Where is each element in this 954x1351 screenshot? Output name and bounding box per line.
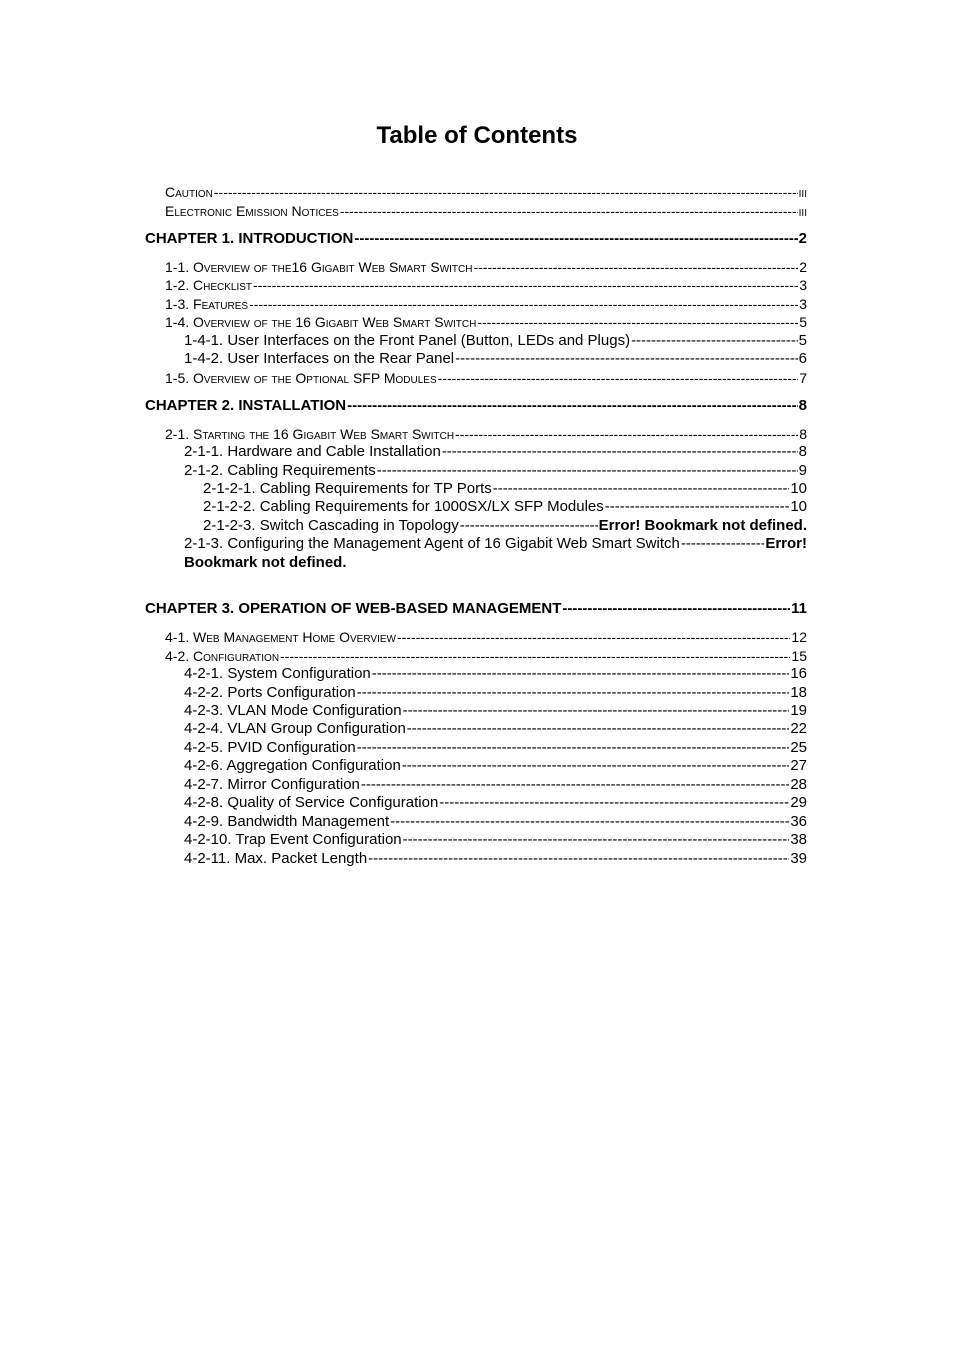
toc-entry[interactable] — [165, 258, 807, 276]
toc-entry[interactable] — [165, 313, 807, 331]
toc-entry[interactable] — [184, 350, 807, 368]
toc-entry-label: Electronic Emission Notices — [165, 203, 339, 219]
toc-entry-page: 36 — [790, 813, 807, 830]
toc-entry-page: 22 — [790, 720, 807, 737]
toc-chapter-page: 11 — [791, 600, 807, 617]
toc-entry[interactable] — [184, 794, 807, 812]
page-title: Table of Contents — [376, 122, 578, 149]
toc-entry-label: 4-2-11. Max. Packet Length — [184, 850, 368, 867]
leader — [377, 462, 798, 480]
toc-entry-label: 4-2-6. Aggregation Configuration — [184, 757, 401, 774]
toc-entry-page: 38 — [790, 831, 807, 848]
toc-entry-label: 4-2. Configuration — [165, 648, 280, 664]
toc-entry-label: 1-4-2. User Interfaces on the Rear Panel — [184, 350, 455, 367]
toc-entry-page: 10 — [790, 498, 807, 515]
toc-entry-page: 27 — [790, 757, 807, 774]
toc-entry-page: 8 — [798, 443, 807, 460]
leader — [455, 350, 798, 368]
toc-entry-label: 1-4. Overview of the 16 Gigabit Web Smart Switch — [165, 314, 477, 330]
toc-entry-label: 2-1. Starting the 16 Gigabit Web Smart Switch — [165, 426, 455, 442]
toc-entry[interactable] — [165, 295, 807, 313]
toc-entry-label: 2-1-3. Configuring the Management Agent of 16 Gigabit Web Smart Switch — [184, 535, 680, 552]
toc-entry-label: 2-1-1. Hardware and Cable Installation — [184, 443, 441, 460]
toc-entry-page: 39 — [790, 850, 807, 867]
leader — [605, 498, 790, 516]
leader — [681, 535, 764, 553]
toc-entry-page: 8 — [799, 426, 807, 442]
toc-entry-page: 25 — [790, 739, 807, 756]
leader — [357, 739, 790, 757]
toc-entry-page: 9 — [798, 462, 807, 479]
leader — [407, 720, 790, 738]
leader — [403, 702, 790, 720]
toc-entry[interactable] — [184, 720, 807, 738]
toc-entry-label: 1-3. Features — [165, 296, 249, 312]
toc-entry-label: 2-1-2-2. Cabling Requirements for 1000SX/LX SFP Modules — [203, 498, 604, 515]
toc-entry-page: 3 — [799, 277, 807, 293]
toc-entry[interactable] — [165, 183, 807, 204]
toc-entry-label: 4-2-8. Quality of Service Configuration — [184, 794, 439, 811]
toc-entry-page: 6 — [798, 350, 807, 367]
toc-entry-continuation: Bookmark not defined. — [184, 554, 347, 571]
toc-entry-page: Error! — [765, 535, 807, 552]
toc-entry-page: III — [798, 208, 807, 219]
toc-entry-page: 2 — [799, 259, 807, 275]
leader — [631, 332, 798, 350]
toc-entry[interactable] — [184, 831, 807, 849]
toc-entry[interactable] — [203, 480, 807, 498]
leader — [473, 258, 798, 276]
leader — [403, 831, 790, 849]
toc-entry-label: 4-2-7. Mirror Configuration — [184, 776, 360, 793]
toc-entry[interactable] — [165, 628, 807, 646]
leader — [390, 813, 789, 831]
toc-entry-label: 4-2-1. System Configuration — [184, 665, 371, 682]
toc-entry[interactable] — [165, 202, 807, 223]
toc-chapter[interactable] — [145, 600, 807, 618]
toc-entry-page: Error! Bookmark not defined. — [598, 517, 807, 534]
toc-chapter-label: CHAPTER 3. OPERATION OF WEB-BASED MANAGEMENT — [145, 600, 562, 617]
toc-entry-label: 4-2-5. PVID Configuration — [184, 739, 356, 756]
leader — [249, 295, 798, 313]
toc-entry-label: 4-2-2. Ports Configuration — [184, 684, 356, 701]
leader — [477, 313, 798, 331]
toc-entry-label: 4-1. Web Management Home Overview — [165, 629, 396, 645]
leader — [361, 776, 789, 794]
toc-entry-page: 12 — [791, 629, 807, 645]
toc-entry[interactable] — [184, 443, 807, 461]
toc-entry-page: 5 — [798, 332, 807, 349]
toc-entry[interactable] — [165, 276, 807, 294]
leader — [397, 628, 790, 646]
toc-entry[interactable] — [184, 702, 807, 720]
toc-entry[interactable] — [184, 850, 807, 868]
leader — [253, 276, 798, 294]
toc-entry[interactable] — [184, 535, 807, 553]
toc-entry-label: 1-2. Checklist — [165, 277, 253, 293]
leader — [280, 647, 790, 665]
toc-entry-label: 1-4-1. User Interfaces on the Front Panel (Button, LEDs and Plugs) — [184, 332, 631, 349]
leader — [372, 665, 790, 683]
toc-entry-label: 2-1-2-1. Cabling Requirements for TP Ports — [203, 480, 492, 497]
toc-entry-label: Caution — [165, 184, 213, 200]
toc-entry[interactable] — [184, 757, 807, 775]
toc-entry-page: 15 — [791, 648, 807, 664]
toc-entry[interactable] — [184, 776, 807, 794]
toc-entry[interactable] — [184, 739, 807, 757]
toc-entry[interactable] — [165, 425, 807, 443]
leader — [402, 757, 790, 775]
toc-entry-label: 4-2-10. Trap Event Configuration — [184, 831, 402, 848]
toc-entry[interactable] — [203, 517, 807, 535]
toc-entry-page: III — [798, 189, 807, 200]
leader — [438, 369, 799, 387]
toc-entry[interactable] — [165, 647, 807, 665]
leader — [354, 230, 797, 248]
toc-entry-page: 5 — [799, 314, 807, 330]
toc-entry-page: 29 — [790, 794, 807, 811]
toc-entry-page: 28 — [790, 776, 807, 793]
leader — [460, 517, 598, 535]
toc-entry[interactable] — [203, 498, 807, 516]
toc-entry-label: 1-1. Overview of the16 Gigabit Web Smart Switch — [165, 259, 473, 275]
toc-entry-label: 2-1-2-3. Switch Cascading in Topology — [203, 517, 459, 534]
toc-chapter[interactable] — [145, 230, 807, 248]
toc-entry-label: 4-2-4. VLAN Group Configuration — [184, 720, 406, 737]
toc-entry-label: 2-1-2. Cabling Requirements — [184, 462, 376, 479]
leader — [455, 425, 798, 443]
toc-entry[interactable] — [184, 462, 807, 480]
toc-entry-page: 19 — [790, 702, 807, 719]
toc-entry[interactable] — [165, 369, 807, 387]
toc-chapter-page: 8 — [798, 397, 807, 414]
toc-entry-page: 18 — [790, 684, 807, 701]
leader — [340, 202, 798, 220]
toc-entry[interactable] — [184, 684, 807, 702]
leader — [357, 684, 790, 702]
leader — [214, 183, 798, 201]
toc-chapter-label: CHAPTER 1. INTRODUCTION — [145, 230, 354, 247]
toc-chapter[interactable] — [145, 397, 807, 415]
toc-chapter-label: CHAPTER 2. INSTALLATION — [145, 397, 347, 414]
leader — [439, 794, 789, 812]
toc-entry-label: 1-5. Overview of the Optional SFP Modules — [165, 370, 437, 386]
toc-entry[interactable] — [184, 332, 807, 350]
toc-entry-page: 16 — [790, 665, 807, 682]
toc-chapter-page: 2 — [798, 230, 807, 247]
toc-entry-page: 10 — [790, 480, 807, 497]
leader — [347, 397, 798, 415]
toc-entry[interactable] — [184, 665, 807, 683]
toc-entry-page: 3 — [799, 296, 807, 312]
toc-entry-page: 7 — [799, 370, 807, 386]
leader — [442, 443, 798, 461]
toc-entry[interactable] — [184, 813, 807, 831]
leader — [493, 480, 790, 498]
leader — [562, 600, 790, 618]
toc-entry-label: 4-2-9. Bandwidth Management — [184, 813, 390, 830]
toc-entry-label: 4-2-3. VLAN Mode Configuration — [184, 702, 402, 719]
leader — [368, 850, 789, 868]
